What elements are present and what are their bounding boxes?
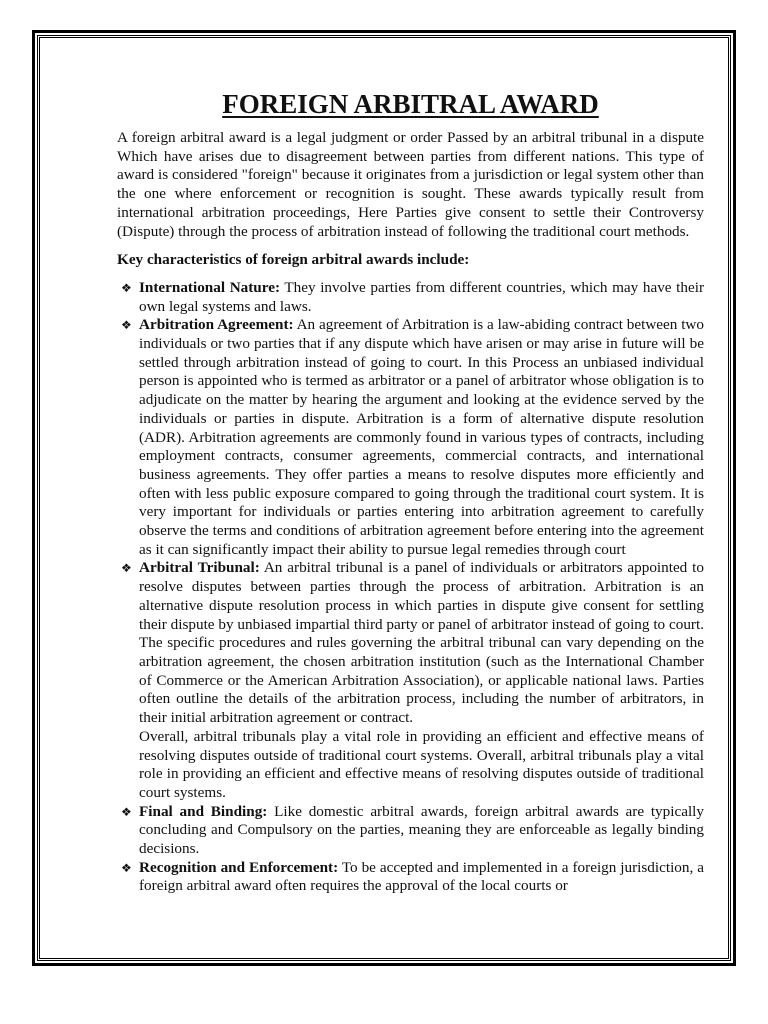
diamond-bullet-icon: ❖: [121, 318, 132, 333]
item-text: Like domestic arbitral awards, foreign arbitral awards are typically concluding and Compulsory on the parties, meaning they are enforceable as legally binding decisions.: [139, 802, 704, 858]
item-term: International Nature:: [139, 278, 281, 296]
list-item: [117, 316, 704, 559]
item-text: An agreement of Arbitration is a law-abiding contract between two individuals or two parties that if any dispute which have arisen or may arise in future will be settled through arbitration instead of going to court. In this Process an unbiased individual person is appointed who is termed as arbitrator or a panel of arbitrator whose obligation is to adjudicate on the matter by hearing the argument and looking at the evidence served by the individuals or parties in dispute. Arbitration is a form of alternative dispute resolution (ADR). Arbitration agreements are commonly found in various types of contracts, including employment contracts, consumer agreements, commercial contracts, and international business agreements. They offer parties a means to resolve disputes more efficiently and often with less public exposure compared to going through the traditional court system. It is very important for individuals or parties entering into arbitration agreement to carefully observe the terms and conditions of arbitration agreement before entering into the agreement as it can significantly impact their ability to pursue legal remedies through court: [139, 316, 704, 558]
list-item: [117, 559, 704, 727]
list-item: [117, 279, 704, 316]
item-term: Final and Binding:: [139, 802, 268, 820]
item-text: An arbitral tribunal is a panel of individuals or arbitrators appointed to resolve disputes between parties through the process of arbitration. Arbitration is an alternative dispute resolution process in which parties in dispute give consent for settling their dispute by unbiased impartial third party or panel of arbitrator instead of going to court. The specific procedures and rules governing the arbitral tribunal can vary depending on the arbitration agreement, the chosen arbitration institution (such as the International Chamber of Commerce or the American Arbitration Association), or applicable national laws. Parties often outline the details of the arbitration process, including the number of arbitrators, in their initial arbitration agreement or contract.: [139, 559, 704, 727]
item-extra-paragraph: Overall, arbitral tribunals play a vital role in providing an efficient and effective means of resolving disputes outside of traditional court systems. Overall, arbitral tribunals play a vital role in providing an efficient and effective means of resolving disputes outside of traditional court systems.: [139, 727, 704, 801]
intro-paragraph: A foreign arbitral award is a legal judgment or order Passed by an arbitral tribunal in a dispute Which have arises due to disagreement between parties from different nations. This type of award is considered "foreign" because it originates from a jurisdiction or legal system other than the one where enforcement or recognition is sought. These awards typically result from international arbitration proceedings, Here Parties give consent to settle their Controversy (Dispute) through the process of arbitration instead of following the traditional court methods.: [117, 129, 704, 240]
characteristics-list: [117, 279, 704, 896]
item-text: To be accepted and implemented in a foreign jurisdiction, a foreign arbitral award often requires the approval of the local courts or: [139, 858, 704, 895]
diamond-bullet-icon: ❖: [121, 804, 132, 819]
diamond-bullet-icon: ❖: [121, 280, 132, 295]
item-term: Arbitral Tribunal:: [139, 559, 260, 577]
document-title: FOREIGN ARBITRAL AWARD: [222, 89, 599, 119]
diamond-bullet-icon: ❖: [121, 860, 132, 875]
diamond-bullet-icon: ❖: [121, 561, 132, 576]
document-body: [117, 86, 704, 896]
item-term: Arbitration Agreement:: [139, 316, 294, 334]
list-item: [117, 803, 704, 859]
key-characteristics-heading: Key characteristics of foreign arbitral awards include:: [117, 251, 470, 269]
list-item: [117, 859, 704, 896]
item-term: Recognition and Enforcement:: [139, 858, 339, 876]
item-text: They involve parties from different countries, which may have their own legal systems and laws.: [139, 278, 704, 315]
